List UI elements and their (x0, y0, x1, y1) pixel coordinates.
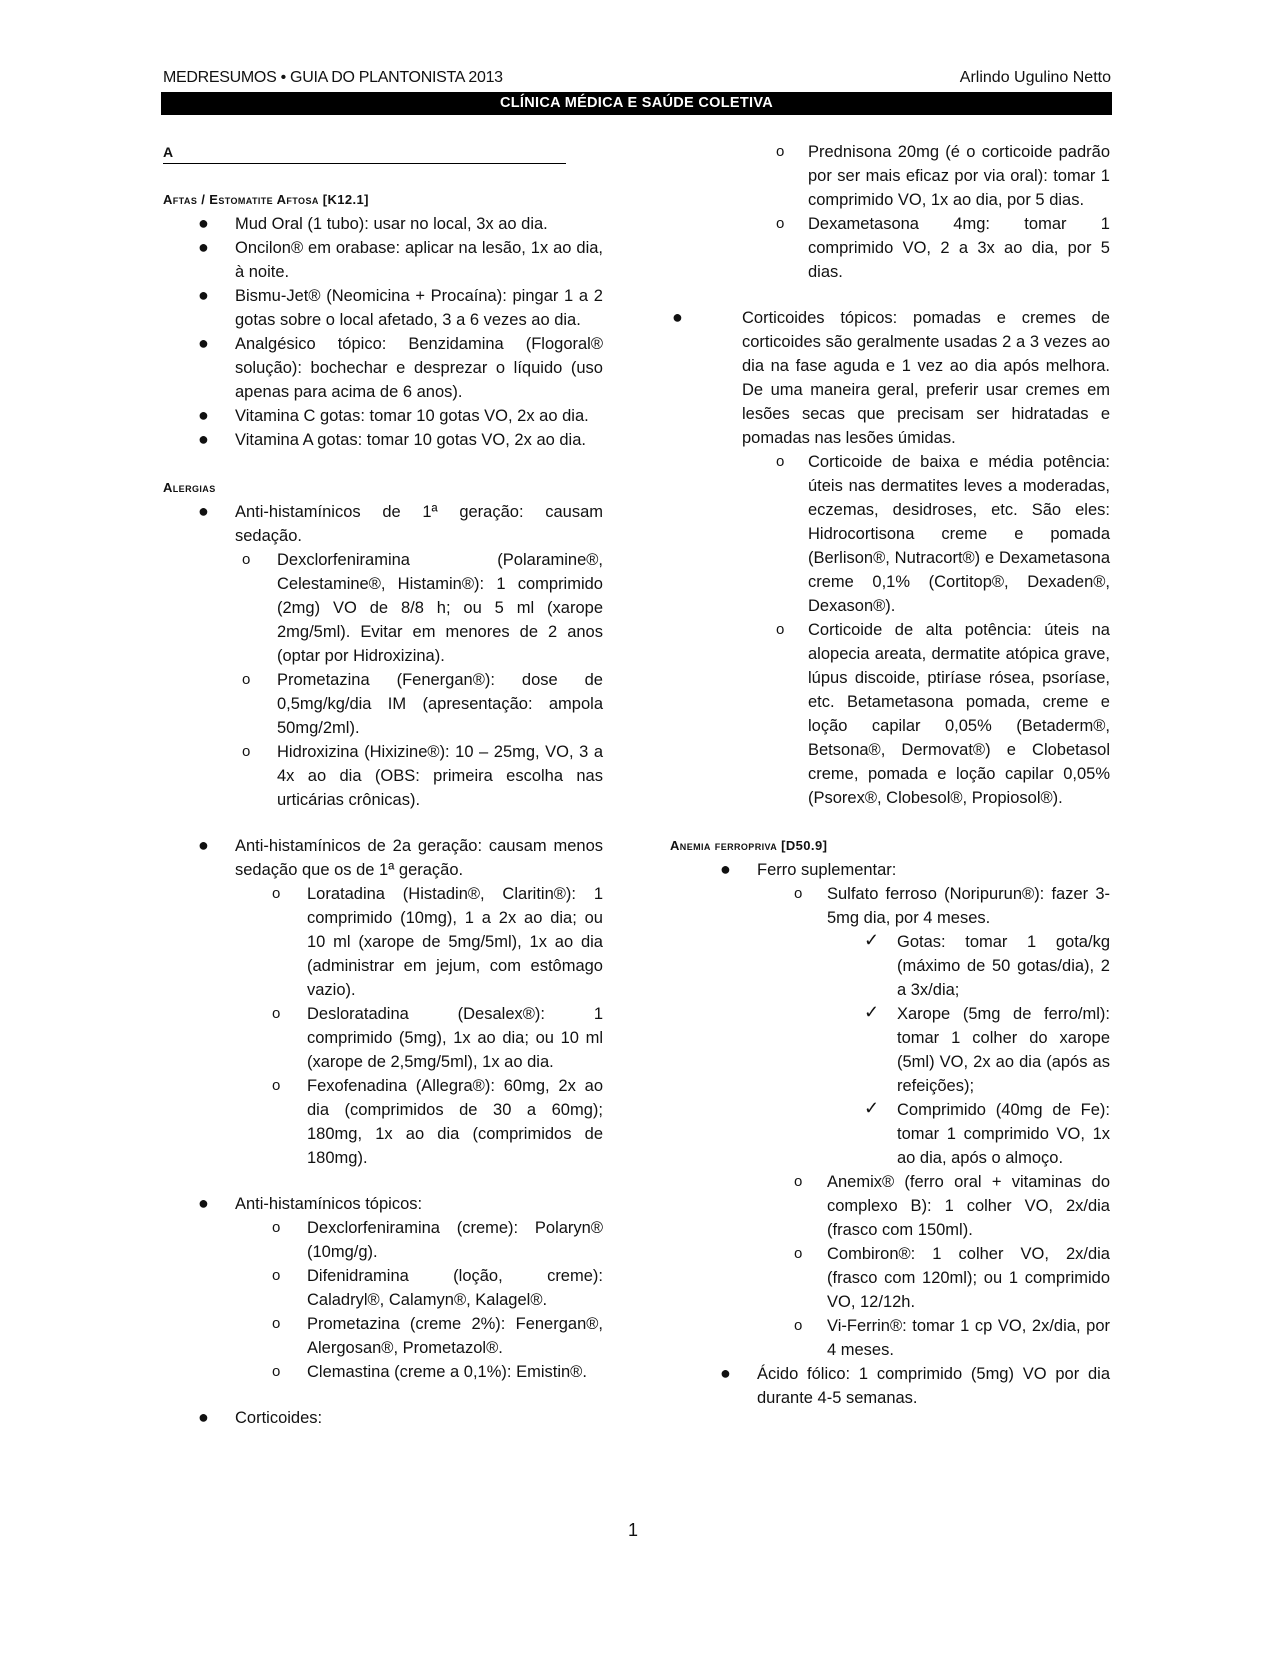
corticoides-topicos-list (672, 306, 1110, 810)
sublist (757, 882, 1110, 1362)
list-item: ● Analgésico tópico: Benzidamina (Flogoral® solução): bochechar e desprezar o líquido (uso apenas para acima de 6 anos). (198, 333, 603, 401)
sublist (235, 548, 603, 812)
right-column (672, 140, 1110, 1410)
circle-icon: o (272, 1363, 281, 1380)
bullet-icon: ● (198, 1193, 209, 1213)
list-item: ● Ácido fólico: 1 comprimido (5mg) VO por dia durante 4-5 semanas. (720, 1363, 1110, 1407)
list-item: ● Anti-histamínicos de 2a geração: causam menos sedação que os de 1ª geração. o Loratadina (Histadin®, Claritin®): 1 comprimido (10mg), 1 a 2x ao dia; ou 10 ml (xarope de 5mg/5ml), 1x ao dia (administrar em jejum, com estômago vazio). o Desloratadina (Desalex®): 1 comprimido (5mg), 1x ao dia; ou 10 ml (xarope de 2,5mg/5ml), 1x ao dia. o Fexofenadina (Allegra®): 60mg, 2x ao dia (comprimidos de 30 a 60mg); 180mg, 1x ao dia (comprimidos de 180mg). (163, 834, 603, 1170)
list-item: o Corticoide de baixa e média potência: úteis nas dermatites leves a moderadas, eczemas, desidroses, etc. São eles: Hidrocortisona creme e pomada (Berlison®, Nutracort®) e Dexametasona creme 0,1% (Cortitop®, Dexaden®, Dexason®). (742, 450, 1110, 618)
list-item: o Anemix® (ferro oral + vitaminas do complexo B): 1 colher VO, 2x/dia (frasco com 150ml). (757, 1170, 1110, 1242)
list-item: ✓ Comprimido (40mg de Fe): tomar 1 comprimido VO, 1x ao dia, após o almoço. (864, 1098, 1110, 1167)
sublist (827, 930, 1110, 1170)
circle-icon: o (272, 1005, 281, 1022)
list-item: o Prednisona 20mg (é o corticoide padrão por ser mais eficaz por via oral): tomar 1 comprimido VO, 1x ao dia, por 5 dias. (672, 140, 1110, 212)
list-item: o Hidroxizina (Hixizine®): 10 – 25mg, VO, 3 a 4x ao dia (OBS: primeira escolha nas urticárias crônicas). (235, 740, 603, 812)
bullet-icon: ● (198, 835, 209, 855)
list-item: o Dexametasona 4mg: tomar 1 comprimido VO, 2 a 3x ao dia, por 5 dias. (672, 212, 1110, 284)
bullet-icon: ● (672, 307, 683, 327)
alergias-list (163, 500, 603, 812)
bullet-icon: ● (198, 501, 209, 521)
bullet-icon: ● (198, 1407, 209, 1427)
section-banner: CLÍNICA MÉDICA E SAÚDE COLETIVA (161, 92, 1112, 115)
list-item: ● Bismu-Jet® (Neomicina + Procaína): pingar 1 a 2 gotas sobre o local afetado, 3 a 6 vezes ao dia. (198, 285, 603, 329)
list-item: o Desloratadina (Desalex®): 1 comprimido (5mg), 1x ao dia; ou 10 ml (xarope de 2,5mg/5ml), 1x ao dia. (235, 1002, 603, 1074)
circle-icon: o (272, 1077, 281, 1094)
check-icon: ✓ (864, 1098, 880, 1118)
list-item: o Dexclorfeniramina (creme): Polaryn® (10mg/g). (235, 1216, 603, 1264)
circle-icon: o (242, 743, 251, 760)
aftas-list (163, 212, 603, 452)
sublist (742, 450, 1110, 810)
circle-icon: o (272, 885, 281, 902)
list-item: ● Corticoides tópicos: pomadas e cremes de corticoides são geralmente usadas 2 a 3 vezes ao dia na fase aguda e 1 vez ao dia após melhora. De uma maneira geral, preferir usar cremes em lesões secas que precisam ser hidratadas e pomadas nas lesões úmidas. o Corticoide de baixa e média potência: úteis nas dermatites leves a moderadas, eczemas, desidroses, etc. São eles: Hidrocortisona creme e pomada (Berlison®, Nutracort®) e Dexametasona creme 0,1% (Cortitop®, Dexaden®, Dexason®). o Corticoide de alta potência: úteis na alopecia areata, dermatite atópica grave, lúpus discoide, ptiríase rósea, psoríase, etc. Betametasona pomada, creme e loção capilar 0,05% (Betaderm®, Betsona®, Dermovat®) e Clobetasol creme, pomada e loção capilar 0,05% (Psorex®, Clobesol®, Propiosol®). (672, 306, 1110, 810)
bullet-icon: ● (198, 237, 209, 257)
header-title: MEDRESUMOS • GUIA DO PLANTONISTA 2013 (163, 69, 503, 86)
circle-icon: o (272, 1219, 281, 1236)
circle-icon: o (776, 143, 785, 160)
list-item: o Combiron®: 1 colher VO, 2x/dia (frasco com 120ml); ou 1 comprimido VO, 12/12h. (757, 1242, 1110, 1314)
check-icon: ✓ (864, 930, 880, 950)
list-item: ● Corticoides: (198, 1407, 323, 1427)
circle-icon: o (776, 453, 785, 470)
bullet-icon: ● (720, 1363, 731, 1383)
list-item: ● Mud Oral (1 tubo): usar no local, 3x ao dia. (198, 213, 548, 233)
alergias-heading: Alergias (163, 480, 216, 495)
circle-icon: o (272, 1267, 281, 1284)
page-number: 1 (628, 1520, 639, 1540)
list-item: o Vi-Ferrin®: tomar 1 cp VO, 2x/dia, por 4 meses. (757, 1314, 1110, 1362)
aftas-heading: Aftas / Estomatite Aftosa [K12.1] (163, 192, 369, 207)
list-item: o Loratadina (Histadin®, Claritin®): 1 comprimido (10mg), 1 a 2x ao dia; ou 10 ml (xarope de 5mg/5ml), 1x ao dia (administrar em jejum, com estômago vazio). (235, 882, 603, 1002)
circle-icon: o (242, 671, 251, 688)
list-item: ● Vitamina C gotas: tomar 10 gotas VO, 2x ao dia. (198, 405, 589, 425)
check-icon: ✓ (864, 1002, 880, 1022)
sublist (235, 1216, 603, 1384)
list-item: o Corticoide de alta potência: úteis na alopecia areata, dermatite atópica grave, lúpus discoide, ptiríase rósea, psoríase, etc. Betametasona pomada, creme e loção capilar 0,05% (Betaderm®, Betsona®, Dermovat®) e Clobetasol creme, pomada e loção capilar 0,05% (Psorex®, Clobesol®, Propiosol®). (742, 618, 1110, 810)
list-item: o Prometazina (creme 2%): Fenergan®, Alergosan®, Prometazol®. (235, 1312, 603, 1360)
list-item: ✓ Gotas: tomar 1 gota/kg (máximo de 50 gotas/dia), 2 a 3x/dia; (864, 930, 1110, 999)
bullet-icon: ● (720, 859, 731, 879)
list-item: o Dexclorfeniramina (Polaramine®, Celestamine®, Histamin®): 1 comprimido (2mg) VO de 8/8 h; ou 5 ml (xarope 2mg/5ml). Evitar em menores de 2 anos (optar por Hidroxizina). (235, 548, 603, 668)
circle-icon: o (794, 885, 803, 902)
section-letter: A (163, 141, 566, 164)
list-item: ✓ Xarope (5mg de ferro/ml): tomar 1 colher do xarope (5ml) VO, 2x ao dia (após as refeições); (864, 1002, 1110, 1095)
circle-icon: o (776, 215, 785, 232)
circle-icon: o (794, 1173, 803, 1190)
alergias-list-3 (163, 1192, 603, 1384)
list-item: o Clemastina (creme a 0,1%): Emistin®. (235, 1360, 603, 1384)
bullet-icon: ● (198, 213, 209, 233)
list-item: ● Oncilon® em orabase: aplicar na lesão, 1x ao dia, à noite. (198, 237, 603, 281)
anemia-list (672, 858, 1110, 1410)
list-item: o Prometazina (Fenergan®): dose de 0,5mg/kg/dia IM (apresentação: ampola 50mg/2ml). (235, 668, 603, 740)
circle-icon: o (776, 621, 785, 638)
list-item: ● Ferro suplementar: o Sulfato ferroso (Noripurun®): fazer 3-5mg dia, por 4 meses. ✓ Gotas: tomar 1 gota/kg (máximo de 50 gotas/dia), 2 a 3x/dia; ✓ Xarope (5mg de ferro/ml): tomar 1 colher do xarope (5ml) VO, 2x ao dia (após as refeições); ✓ Comprimido (40mg de Fe): tomar 1 comprimido VO, 1x ao dia, após o almoço. o Anemix® (ferro oral + vitaminas do complexo B): 1 colher VO, 2x/dia (frasco com 150ml). o Combiron®: 1 colher VO, 2x/dia (frasco com 120ml); ou 1 comprimido VO, 12/12h. o Vi-Ferrin®: tomar 1 cp VO, 2x/dia, por 4 meses. (672, 858, 1110, 1362)
corticoides-orais-list (672, 140, 1110, 284)
anemia-heading: Anemia ferropriva [D50.9] (670, 838, 828, 853)
bullet-icon: ● (198, 333, 209, 353)
list-item: o Difenidramina (loção, creme): Caladryl®, Calamyn®, Kalagel®. (235, 1264, 603, 1312)
list-item: ● Anti-histamínicos tópicos: o Dexclorfeniramina (creme): Polaryn® (10mg/g). o Difenidramina (loção, creme): Caladryl®, Calamyn®, Kalagel®. o Prometazina (creme 2%): Fenergan®, Alergosan®, Prometazol®. o Clemastina (creme a 0,1%): Emistin®. (163, 1192, 603, 1384)
bullet-icon: ● (198, 429, 209, 449)
circle-icon: o (242, 551, 251, 568)
list-item: ● Vitamina A gotas: tomar 10 gotas VO, 2x ao dia. (198, 429, 586, 449)
bullet-icon: ● (198, 285, 209, 305)
sublist (235, 882, 603, 1170)
circle-icon: o (794, 1245, 803, 1262)
list-item: o Sulfato ferroso (Noripurun®): fazer 3-5mg dia, por 4 meses. ✓ Gotas: tomar 1 gota/kg (máximo de 50 gotas/dia), 2 a 3x/dia; ✓ Xarope (5mg de ferro/ml): tomar 1 colher do xarope (5ml) VO, 2x ao dia (após as refeições); ✓ Comprimido (40mg de Fe): tomar 1 comprimido VO, 1x ao dia, após o almoço. (757, 882, 1110, 1170)
circle-icon: o (794, 1317, 803, 1334)
alergias-list-4 (163, 1406, 603, 1430)
alergias-list-2 (163, 834, 603, 1170)
circle-icon: o (272, 1315, 281, 1332)
left-column (163, 140, 603, 1430)
bullet-icon: ● (198, 405, 209, 425)
header-author: Arlindo Ugulino Netto (959, 69, 1111, 86)
list-item: o Fexofenadina (Allegra®): 60mg, 2x ao dia (comprimidos de 30 a 60mg); 180mg, 1x ao dia (comprimidos de 180mg). (235, 1074, 603, 1170)
list-item: ● Anti-histamínicos de 1ª geração: causam sedação. o Dexclorfeniramina (Polaramine®, Celestamine®, Histamin®): 1 comprimido (2mg) VO de 8/8 h; ou 5 ml (xarope 2mg/5ml). Evitar em menores de 2 anos (optar por Hidroxizina). o Prometazina (Fenergan®): dose de 0,5mg/kg/dia IM (apresentação: ampola 50mg/2ml). o Hidroxizina (Hixizine®): 10 – 25mg, VO, 3 a 4x ao dia (OBS: primeira escolha nas urticárias crônicas). (163, 500, 603, 812)
